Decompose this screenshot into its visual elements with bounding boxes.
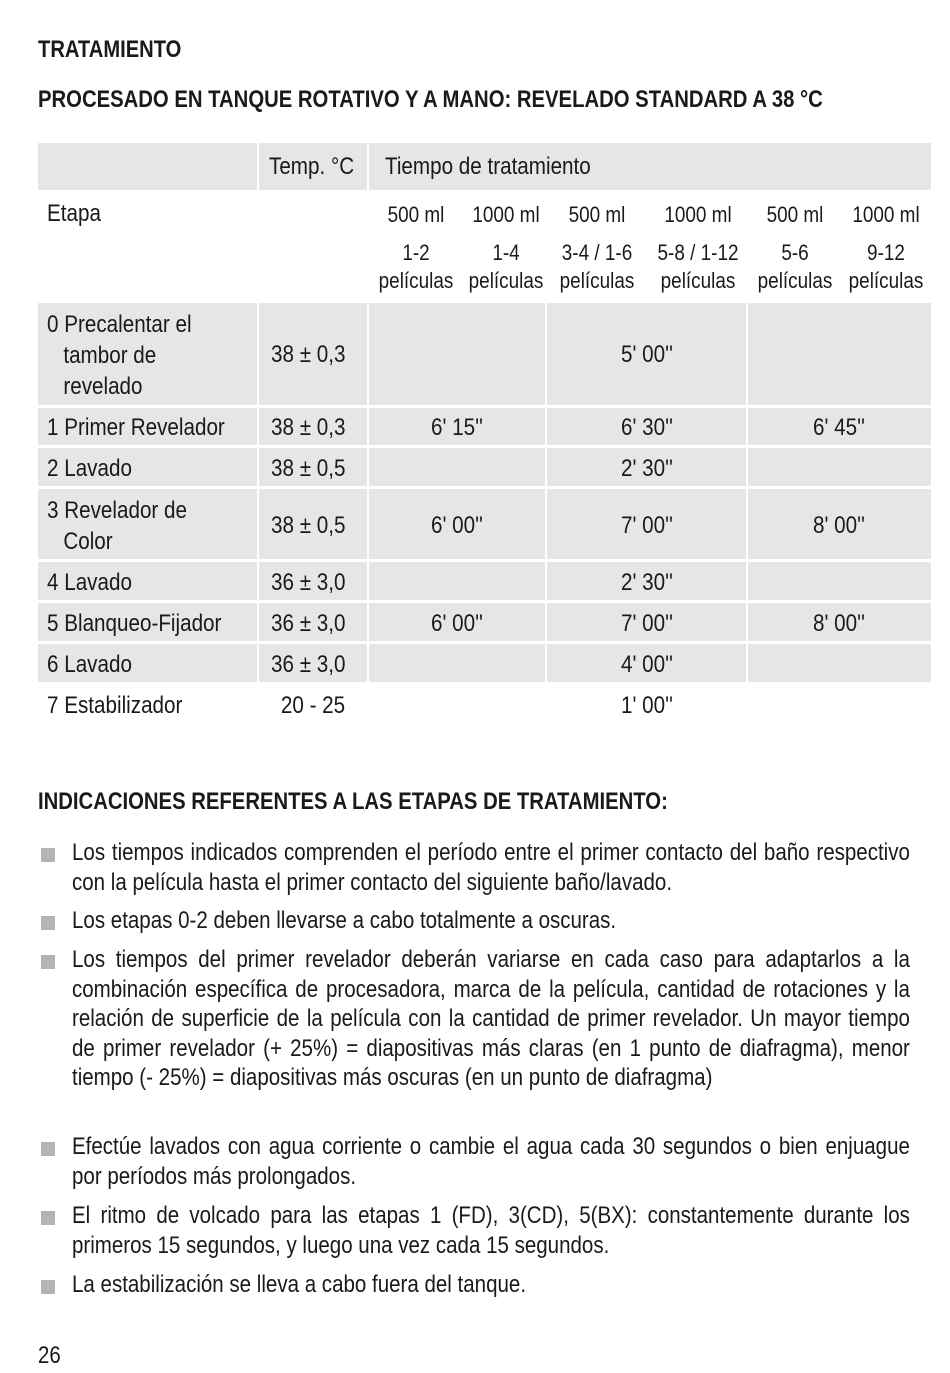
films-5: 5-6 películas <box>757 240 833 293</box>
time-0-mid: 5' 00'' <box>620 341 674 368</box>
time-4-mid: 2' 30'' <box>620 569 674 596</box>
square-bullet-icon <box>41 955 55 969</box>
volume-6: 1000 ml <box>852 202 920 227</box>
row-bg-0-4 <box>748 303 931 405</box>
films-3: 3-4 / 1-6 películas <box>559 240 635 293</box>
processing-table <box>38 143 931 733</box>
time-1-c: 6' 45'' <box>812 414 866 441</box>
time-3-c: 8' 00'' <box>812 512 866 539</box>
time-1-b: 6' 30'' <box>620 414 674 441</box>
time-5-b: 7' 00'' <box>620 610 674 637</box>
films-2: 1-4 películas <box>468 240 544 293</box>
stage-0: 0 Precalentar el tambor de revelado <box>47 311 192 400</box>
volume-1: 500 ml <box>387 202 445 227</box>
stage-5: 5 Blanqueo-Fijador <box>47 610 222 637</box>
row-bg-0-2 <box>369 303 545 405</box>
stage-2: 2 Lavado <box>47 455 132 482</box>
note-text: Los tiempos indicados comprenden el período entre el primer contacto del baño respectivo con la película hasta el primer contacto del siguiente baño/lavado. <box>72 839 910 896</box>
square-bullet-icon <box>41 1211 55 1225</box>
temp-3: 38 ± 0,5 <box>271 512 346 539</box>
note-text: Los etapas 0-2 deben llevarse a cabo totalmente a oscuras. <box>72 907 617 934</box>
temp-6: 36 ± 3,0 <box>271 651 346 678</box>
time-3-a: 6' 00'' <box>430 512 484 539</box>
temp-5: 36 ± 3,0 <box>271 610 346 637</box>
note-text: Efectúe lavados con agua corriente o cambie el agua cada 30 segundos o bien enjuague por períodos más prolongados. <box>72 1133 910 1190</box>
page-title: TRATAMIENTO <box>38 36 182 63</box>
header-temp: Temp. °C <box>269 153 355 180</box>
time-6-mid: 4' 00'' <box>620 651 674 678</box>
page-number: 26 <box>38 1342 61 1369</box>
section-subtitle: PROCESADO EN TANQUE ROTATIVO Y A MANO: REVELADO STANDARD A 38 °C <box>38 86 823 113</box>
time-2-mid: 2' 30'' <box>620 455 674 482</box>
time-3-b: 7' 00'' <box>620 512 674 539</box>
time-5-a: 6' 00'' <box>430 610 484 637</box>
stage-7: 7 Estabilizador <box>47 692 183 719</box>
header-bg-stage <box>38 143 257 190</box>
volume-2: 1000 ml <box>472 202 540 227</box>
stage-1: 1 Primer Revelador <box>47 414 225 441</box>
films-4: 5-8 / 1-12 películas <box>657 240 739 293</box>
films-1: 1-2 películas <box>378 240 454 293</box>
note-text: El ritmo de volcado para las etapas 1 (FD), 3(CD), 5(BX): constantemente durante los primeros 15 segundos, y luego una vez cada 15 segundos. <box>72 1202 910 1259</box>
notes-heading: INDICACIONES REFERENTES A LAS ETAPAS DE TRATAMIENTO: <box>38 788 668 815</box>
square-bullet-icon <box>41 1280 55 1294</box>
row-bg-2-2 <box>369 448 545 486</box>
row-bg-4-2 <box>369 562 545 600</box>
temp-2: 38 ± 0,5 <box>271 455 346 482</box>
volume-5: 500 ml <box>766 202 824 227</box>
header-time: Tiempo de tratamiento <box>385 153 591 180</box>
note-text: La estabilización se lleva a cabo fuera del tanque. <box>72 1271 527 1298</box>
square-bullet-icon <box>41 916 55 930</box>
stage-6: 6 Lavado <box>47 651 132 678</box>
square-bullet-icon <box>41 1142 55 1156</box>
stage-3: 3 Revelador de Color <box>47 497 187 555</box>
row-bg-6-4 <box>748 644 931 682</box>
row-bg-4-4 <box>748 562 931 600</box>
time-7-mid: 1' 00'' <box>620 692 674 719</box>
square-bullet-icon <box>41 848 55 862</box>
films-6: 9-12 películas <box>848 240 924 293</box>
time-5-c: 8' 00'' <box>812 610 866 637</box>
note-text: Los tiempos del primer revelador deberán variarse en cada caso para adaptarlos a la combinación específica de procesadora, marca de la película, cantidad de rotaciones y la relación de superficie de la película con la cantidad de primer revelador. Un mayor tiempo de primer revelador (+ 25%) = diapositivas más claras (en 1 punto de diafragma), menor tiempo (- 25%) = diapositivas más oscuras (en un punto de diafragma) <box>72 946 910 1091</box>
row-bg-6-2 <box>369 644 545 682</box>
stage-4: 4 Lavado <box>47 569 132 596</box>
row-bg-2-4 <box>748 448 931 486</box>
temp-0: 38 ± 0,3 <box>271 341 346 368</box>
time-1-a: 6' 15'' <box>430 414 484 441</box>
volume-4: 1000 ml <box>664 202 732 227</box>
temp-4: 36 ± 3,0 <box>271 569 346 596</box>
temp-7: 20 - 25 <box>280 692 346 719</box>
temp-1: 38 ± 0,3 <box>271 414 346 441</box>
header-stage: Etapa <box>47 200 101 227</box>
volume-3: 500 ml <box>568 202 626 227</box>
